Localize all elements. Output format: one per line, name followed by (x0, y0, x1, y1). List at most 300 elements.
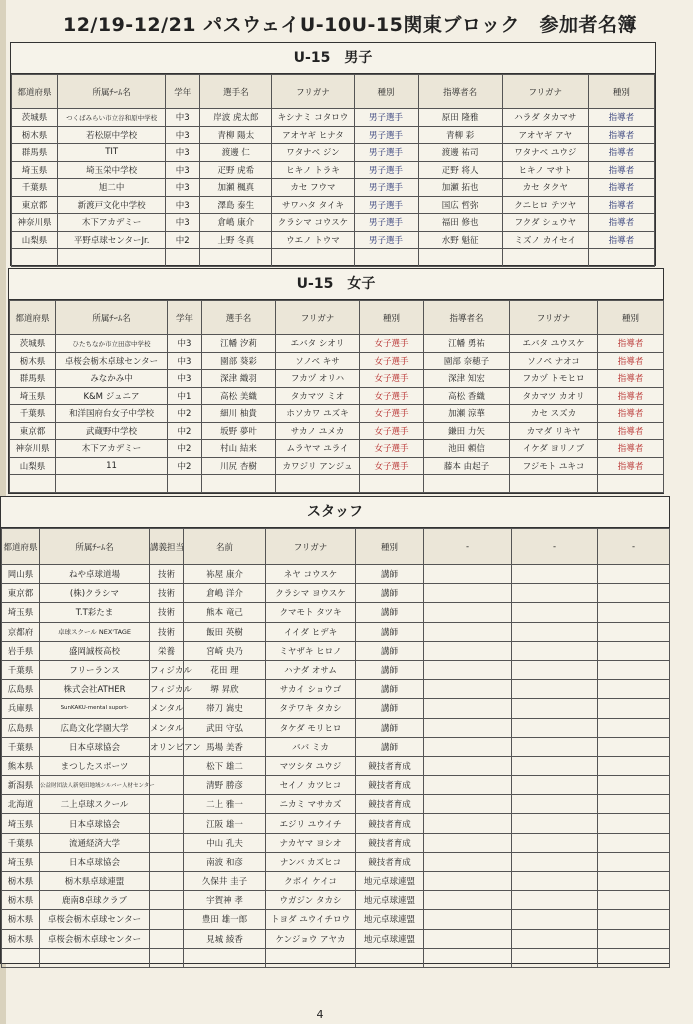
empty-cell (502, 249, 588, 267)
table-cell (150, 833, 184, 852)
table-cell: 男子選手 (354, 126, 418, 144)
table-cell: 中2 (168, 457, 202, 475)
empty-cell (424, 622, 512, 641)
table-cell: 埼玉県 (2, 852, 40, 871)
table-cell: 競技者育成 (356, 776, 424, 795)
empty-cell (200, 249, 272, 267)
table-cell: 神奈川県 (10, 440, 56, 458)
table-cell: トヨダ ユウイチロウ (266, 910, 356, 929)
table-cell: サワハタ タイキ (272, 196, 354, 214)
table-cell: フリーランス (40, 660, 150, 679)
table-cell (150, 910, 184, 929)
table-row (10, 422, 664, 440)
table-row (12, 161, 655, 179)
column-header: フリガナ (510, 301, 598, 335)
empty-cell (424, 603, 512, 622)
table-cell: カセ タクヤ (502, 179, 588, 197)
table-cell: 鎌田 力矢 (424, 422, 510, 440)
table-cell: ソノベ ナオコ (510, 352, 598, 370)
table-cell: 女子選手 (360, 335, 424, 353)
table-cell: SunKAKU-mental suport- (40, 699, 150, 718)
empty-cell (12, 249, 58, 267)
empty-cell (512, 718, 598, 737)
table-row (12, 179, 655, 197)
table-row (12, 126, 655, 144)
empty-cell (512, 929, 598, 948)
table-cell: 指導者 (588, 231, 654, 249)
empty-cell (598, 641, 670, 660)
empty-cell (10, 475, 56, 493)
empty-cell (598, 948, 670, 967)
table-cell: 青柳 陽太 (200, 126, 272, 144)
empty-cell (598, 622, 670, 641)
table-cell: 競技者育成 (356, 833, 424, 852)
table-cell: 競技者育成 (356, 852, 424, 871)
table-cell: フィジカル (150, 660, 184, 679)
table-cell: 園部 葵彩 (202, 352, 276, 370)
table-cell: 千葉県 (10, 405, 56, 423)
table-cell: 埼玉栄中学校 (58, 161, 166, 179)
table-cell: クボイ ケイコ (266, 872, 356, 891)
table-cell: 兵庫県 (2, 699, 40, 718)
table-cell: 木下アカデミー (58, 214, 166, 232)
table-cell: 倉嶋 康介 (200, 214, 272, 232)
column-header: 種別 (354, 75, 418, 109)
girls-section-title: U-15 女子 (9, 269, 663, 300)
empty-cell (2, 948, 40, 967)
empty-cell (424, 833, 512, 852)
table-cell: 指導者 (588, 144, 654, 162)
table-cell: ネヤ コウスケ (266, 565, 356, 584)
empty-cell (598, 833, 670, 852)
table-cell (150, 795, 184, 814)
empty-cell (598, 795, 670, 814)
table-cell: 女子選手 (360, 352, 424, 370)
empty-cell (598, 756, 670, 775)
empty-cell (512, 948, 598, 967)
empty-cell (424, 872, 512, 891)
empty-cell (512, 872, 598, 891)
table-cell (150, 891, 184, 910)
empty-cell (356, 948, 424, 967)
empty-cell (354, 249, 418, 267)
table-cell: 中3 (166, 196, 200, 214)
table-cell: 深津 織羽 (202, 370, 276, 388)
table-cell: 11 (56, 457, 168, 475)
table-cell: 高松 香織 (424, 387, 510, 405)
table-cell (150, 814, 184, 833)
table-cell: 中2 (166, 231, 200, 249)
girls-table (9, 300, 664, 493)
table-cell: 山梨県 (10, 457, 56, 475)
empty-cell (424, 852, 512, 871)
table-cell: ミズノ カイセイ (502, 231, 588, 249)
table-cell: サカイ ショウゴ (266, 680, 356, 699)
empty-row (10, 475, 664, 493)
table-cell: 袮屋 康介 (184, 565, 266, 584)
column-header: - (512, 529, 598, 565)
table-cell: 講師 (356, 718, 424, 737)
table-cell: 卓桜会栃木卓球センター (56, 352, 168, 370)
table-cell: 飯田 英樹 (184, 622, 266, 641)
table-cell: タケダ モリヒロ (266, 718, 356, 737)
table-cell: 川尻 杏樹 (202, 457, 276, 475)
table-cell: 神奈川県 (12, 214, 58, 232)
table-cell: メンタル (150, 718, 184, 737)
table-cell: ナンバ カズヒコ (266, 852, 356, 871)
table-row (2, 584, 670, 603)
table-row (2, 641, 670, 660)
table-cell: 講師 (356, 565, 424, 584)
column-header: 種別 (356, 529, 424, 565)
table-cell: 卓球スクール NEX'TAGE (40, 622, 150, 641)
table-cell: 豊田 雄一郎 (184, 910, 266, 929)
table-cell: ソノベ キサ (276, 352, 360, 370)
empty-cell (512, 622, 598, 641)
empty-cell (598, 680, 670, 699)
table-row (12, 231, 655, 249)
empty-cell (512, 814, 598, 833)
table-cell: エバタ ユウスケ (510, 335, 598, 353)
table-cell: タカマツ ミオ (276, 387, 360, 405)
empty-cell (512, 565, 598, 584)
empty-row (2, 948, 670, 967)
table-cell: 中2 (168, 440, 202, 458)
empty-cell (424, 737, 512, 756)
table-cell: 指導者 (588, 179, 654, 197)
table-cell: クニヒロ テツヤ (502, 196, 588, 214)
table-cell: クラシマ ヨウスケ (266, 584, 356, 603)
table-row (2, 833, 670, 852)
table-cell: 男子選手 (354, 109, 418, 127)
table-cell: イイダ ヒデキ (266, 622, 356, 641)
table-cell: 中3 (168, 370, 202, 388)
table-cell: 東京都 (2, 584, 40, 603)
column-header: 選手名 (202, 301, 276, 335)
table-cell: 茨城県 (10, 335, 56, 353)
table-cell: 上野 冬真 (200, 231, 272, 249)
table-cell: 講師 (356, 584, 424, 603)
table-cell: 千葉県 (2, 737, 40, 756)
table-cell: ムラヤマ ユライ (276, 440, 360, 458)
table-cell: 女子選手 (360, 457, 424, 475)
empty-cell (512, 910, 598, 929)
boys-section-title: U-15 男子 (11, 43, 655, 74)
table-cell: 武田 守弘 (184, 718, 266, 737)
table-cell: 加瀬 拓也 (418, 179, 502, 197)
empty-cell (512, 795, 598, 814)
table-cell: 二上 雅一 (184, 795, 266, 814)
table-cell: 卓桜会栃木卓球センター (40, 929, 150, 948)
table-cell: 岩手県 (2, 641, 40, 660)
table-cell: 女子選手 (360, 440, 424, 458)
table-cell: 男子選手 (354, 214, 418, 232)
table-cell: フカヅ オリハ (276, 370, 360, 388)
table-row (2, 891, 670, 910)
column-header: 講義担当 (150, 529, 184, 565)
empty-cell (512, 699, 598, 718)
column-header: 所属ﾁｰﾑ名 (56, 301, 168, 335)
table-cell: 熊本県 (2, 756, 40, 775)
empty-cell (424, 565, 512, 584)
table-cell: 指導者 (598, 370, 664, 388)
table-cell: タテワキ タカシ (266, 699, 356, 718)
table-cell: 千葉県 (12, 179, 58, 197)
table-cell (150, 929, 184, 948)
table-cell: 細川 柚貴 (202, 405, 276, 423)
table-cell: 日本卓球協会 (40, 852, 150, 871)
table-cell: 坂野 夢叶 (202, 422, 276, 440)
table-cell: 埼玉県 (12, 161, 58, 179)
table-row (10, 335, 664, 353)
empty-cell (512, 584, 598, 603)
table-cell (150, 852, 184, 871)
table-cell: 指導者 (588, 126, 654, 144)
empty-cell (598, 475, 664, 493)
table-cell: 技術 (150, 603, 184, 622)
column-header: フリガナ (276, 301, 360, 335)
table-cell: 茨城県 (12, 109, 58, 127)
table-row (2, 814, 670, 833)
table-row (2, 660, 670, 679)
column-header: - (598, 529, 670, 565)
column-header: 選手名 (200, 75, 272, 109)
empty-cell (424, 891, 512, 910)
table-cell: 江阪 雄一 (184, 814, 266, 833)
empty-row (12, 249, 655, 267)
empty-cell (424, 948, 512, 967)
table-cell: 渡邊 祐司 (418, 144, 502, 162)
table-cell: 村山 結来 (202, 440, 276, 458)
table-cell: 栃木県 (2, 910, 40, 929)
table-row (12, 214, 655, 232)
table-row (2, 737, 670, 756)
table-row (2, 776, 670, 795)
table-cell: 中3 (166, 161, 200, 179)
table-cell: ホソカワ ユズキ (276, 405, 360, 423)
table-cell: 地元卓球連盟 (356, 872, 424, 891)
column-header: 都道府県 (10, 301, 56, 335)
table-cell: 株式会社ATHER (40, 680, 150, 699)
table-cell: 講師 (356, 641, 424, 660)
table-cell: サカノ ユメカ (276, 422, 360, 440)
table-cell: 地元卓球連盟 (356, 910, 424, 929)
table-cell: 中3 (168, 352, 202, 370)
column-header: - (424, 529, 512, 565)
table-cell: キシナミ コタロウ (272, 109, 354, 127)
column-header: 都道府県 (12, 75, 58, 109)
page-number: 4 (316, 1008, 324, 1021)
table-cell: オリンピアン (150, 737, 184, 756)
table-cell: フジモト ユキコ (510, 457, 598, 475)
table-cell: 指導者 (588, 161, 654, 179)
table-row (2, 872, 670, 891)
table-cell: 岡山県 (2, 565, 40, 584)
table-cell: 卓桜会栃木卓球センター (40, 910, 150, 929)
table-cell: 高松 美織 (202, 387, 276, 405)
empty-cell (598, 776, 670, 795)
table-row (2, 622, 670, 641)
table-row (2, 699, 670, 718)
table-cell: 久保井 圭子 (184, 872, 266, 891)
table-cell: 指導者 (598, 387, 664, 405)
table-row (12, 196, 655, 214)
table-cell: 宇賀神 孝 (184, 891, 266, 910)
empty-cell (598, 699, 670, 718)
table-cell: (株)クラシマ (40, 584, 150, 603)
table-cell: 山梨県 (12, 231, 58, 249)
empty-cell (266, 948, 356, 967)
table-cell: ねや卓球道場 (40, 565, 150, 584)
empty-cell (424, 795, 512, 814)
empty-cell (150, 948, 184, 967)
table-cell: 東京都 (12, 196, 58, 214)
table-cell: 競技者育成 (356, 756, 424, 775)
empty-cell (424, 929, 512, 948)
table-cell: ひたちなか市立田彦中学校 (56, 335, 168, 353)
empty-cell (202, 475, 276, 493)
empty-cell (598, 603, 670, 622)
column-header: フリガナ (266, 529, 356, 565)
table-cell: 競技者育成 (356, 795, 424, 814)
boys-table (11, 74, 655, 267)
table-row (10, 440, 664, 458)
table-cell (150, 756, 184, 775)
empty-cell (598, 929, 670, 948)
empty-cell (512, 680, 598, 699)
table-cell: ワタナベ ジン (272, 144, 354, 162)
table-cell: 新潟県 (2, 776, 40, 795)
table-cell: 江幡 勇祐 (424, 335, 510, 353)
table-cell: 男子選手 (354, 144, 418, 162)
table-cell: K&M ジュニア (56, 387, 168, 405)
table-row (10, 370, 664, 388)
empty-cell (598, 814, 670, 833)
table-cell: 花田 理 (184, 660, 266, 679)
column-header: 種別 (360, 301, 424, 335)
table-cell: 園部 奈穂子 (424, 352, 510, 370)
table-row (10, 387, 664, 405)
empty-cell (276, 475, 360, 493)
table-cell: 群馬県 (10, 370, 56, 388)
empty-cell (360, 475, 424, 493)
empty-cell (424, 641, 512, 660)
table-cell: ウガジン タカシ (266, 891, 356, 910)
table-cell: ハラダ タカマサ (502, 109, 588, 127)
table-cell: 男子選手 (354, 231, 418, 249)
column-header: フリガナ (502, 75, 588, 109)
table-row (2, 680, 670, 699)
empty-cell (168, 475, 202, 493)
empty-cell (424, 699, 512, 718)
table-row (2, 929, 670, 948)
table-cell: 中山 孔夫 (184, 833, 266, 852)
table-cell: 中3 (166, 179, 200, 197)
table-cell: ババ ミカ (266, 737, 356, 756)
table-row (12, 109, 655, 127)
table-cell: クマモト タツキ (266, 603, 356, 622)
table-cell: フクダ シュウヤ (502, 214, 588, 232)
table-cell: 江幡 汐莉 (202, 335, 276, 353)
empty-cell (512, 891, 598, 910)
table-cell: 栄養 (150, 641, 184, 660)
table-cell: カワジリ アンジュ (276, 457, 360, 475)
table-cell: 栃木県 (2, 929, 40, 948)
table-cell: エジリ ユウイチ (266, 814, 356, 833)
empty-cell (598, 910, 670, 929)
table-cell: 広島県 (2, 680, 40, 699)
empty-cell (598, 891, 670, 910)
table-row (10, 405, 664, 423)
table-cell: 東京都 (10, 422, 56, 440)
table-cell: 指導者 (598, 422, 664, 440)
table-cell: 群馬県 (12, 144, 58, 162)
table-cell: 男子選手 (354, 179, 418, 197)
table-cell: 平野卓球センターJr. (58, 231, 166, 249)
girls-section (8, 268, 664, 494)
table-cell: 地元卓球連盟 (356, 891, 424, 910)
empty-cell (424, 776, 512, 795)
table-cell: 埼玉県 (2, 814, 40, 833)
table-cell: 原田 隆雅 (418, 109, 502, 127)
table-cell: 指導者 (598, 440, 664, 458)
table-cell: クラシマ コウスケ (272, 214, 354, 232)
table-cell: 清野 勝彦 (184, 776, 266, 795)
table-cell: 藤本 由起子 (424, 457, 510, 475)
empty-cell (598, 718, 670, 737)
table-cell: ミヤザキ ヒロノ (266, 641, 356, 660)
empty-cell (510, 475, 598, 493)
table-cell: 栃木県 (12, 126, 58, 144)
table-cell: フィジカル (150, 680, 184, 699)
table-cell: 女子選手 (360, 370, 424, 388)
table-cell: 若松原中学校 (58, 126, 166, 144)
table-cell: 女子選手 (360, 387, 424, 405)
table-cell: 盛岡誠桜高校 (40, 641, 150, 660)
empty-cell (56, 475, 168, 493)
table-cell: 栃木県 (2, 872, 40, 891)
table-cell: メンタル (150, 699, 184, 718)
table-cell: 技術 (150, 622, 184, 641)
empty-cell (424, 475, 510, 493)
empty-cell (184, 948, 266, 967)
table-cell: T.T彩たま (40, 603, 150, 622)
table-cell: ナカヤマ ヨシオ (266, 833, 356, 852)
table-cell: 女子選手 (360, 422, 424, 440)
table-row (2, 852, 670, 871)
table-cell: 講師 (356, 603, 424, 622)
column-header: 指導者名 (418, 75, 502, 109)
table-cell: 競技者育成 (356, 814, 424, 833)
table-cell: ヒキノ トラキ (272, 161, 354, 179)
column-header: 学年 (168, 301, 202, 335)
table-cell (150, 872, 184, 891)
table-cell: 松下 雄二 (184, 756, 266, 775)
table-cell: ワタナベ ユウジ (502, 144, 588, 162)
table-cell: 千葉県 (2, 833, 40, 852)
table-row (2, 603, 670, 622)
empty-cell (512, 603, 598, 622)
staff-table (1, 528, 670, 968)
empty-cell (424, 756, 512, 775)
table-cell: 講師 (356, 622, 424, 641)
table-cell: 技術 (150, 565, 184, 584)
table-cell: マツシタ ユウジ (266, 756, 356, 775)
table-cell: みなかみ中 (56, 370, 168, 388)
table-cell: エバタ シオリ (276, 335, 360, 353)
table-cell: 国広 哲弥 (418, 196, 502, 214)
empty-cell (40, 948, 150, 967)
